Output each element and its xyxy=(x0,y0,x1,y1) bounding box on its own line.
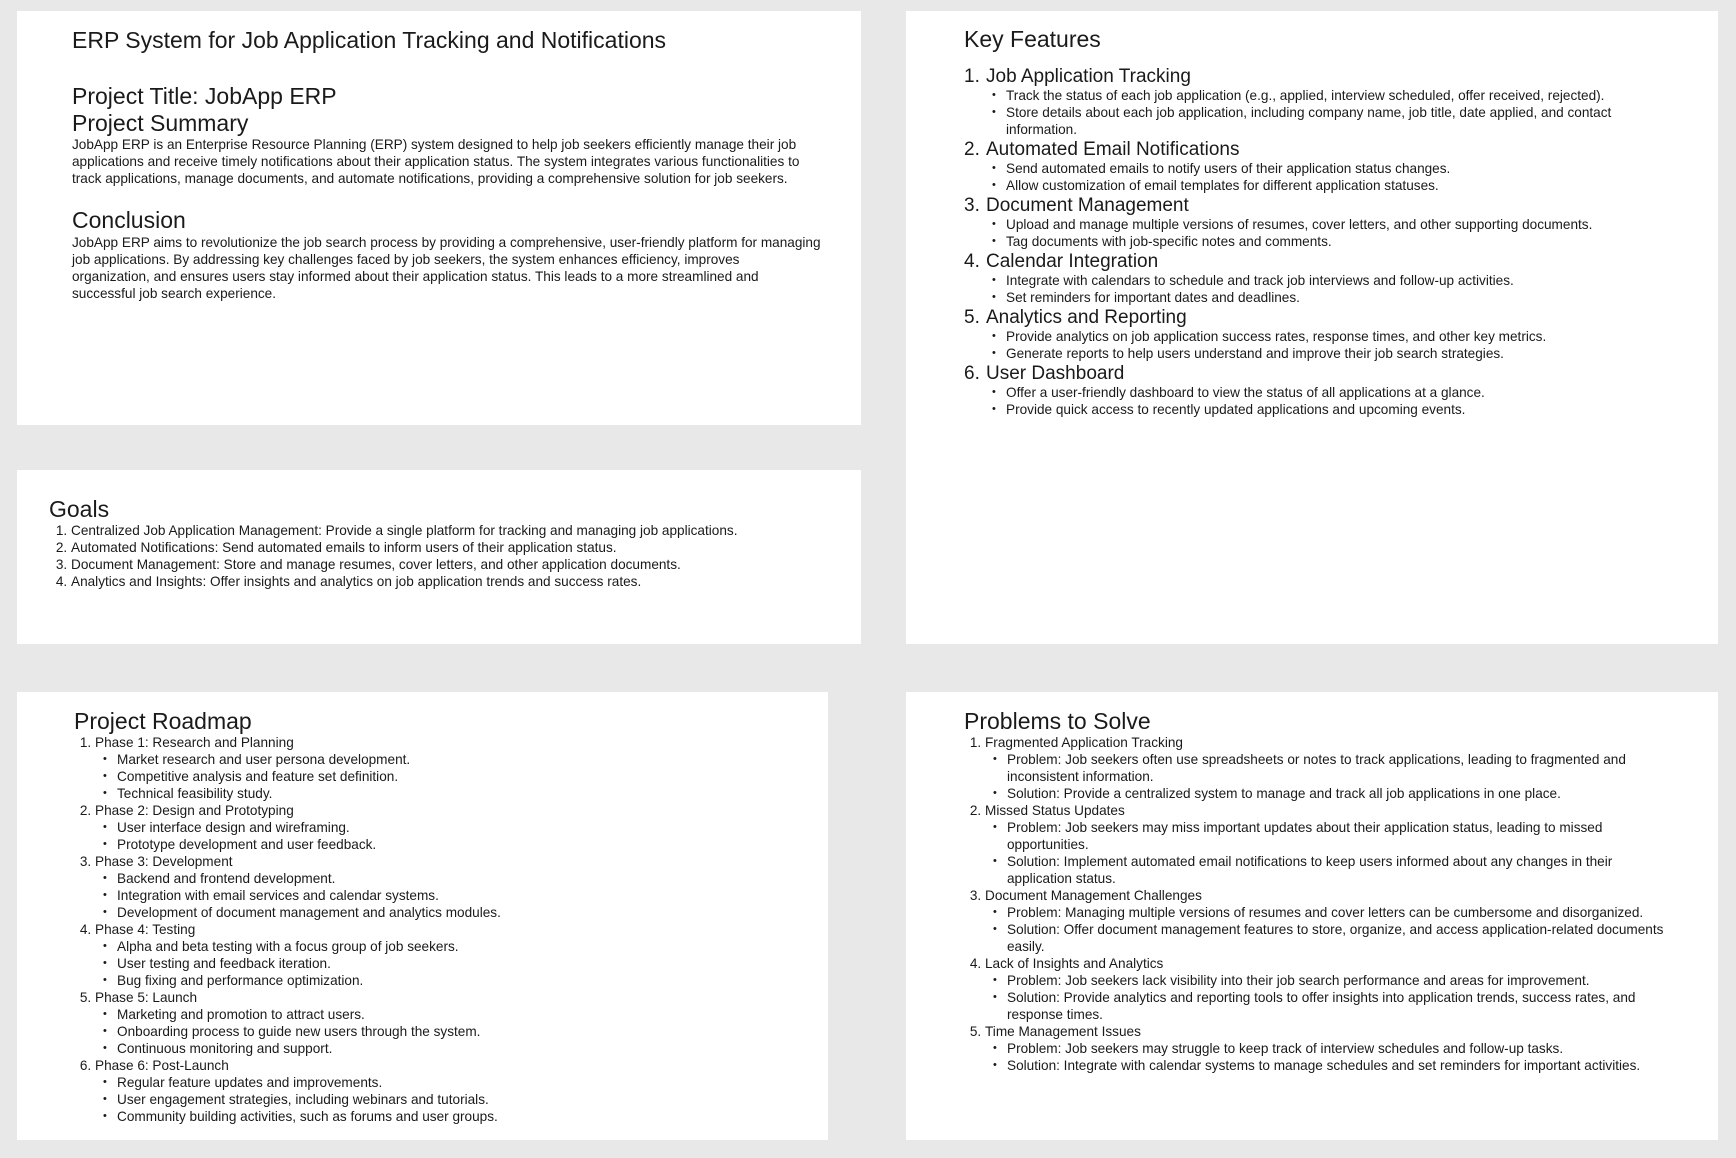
goal-item: 1. Centralized Job Application Management: Provide a single platform for tracking and managing job applications. xyxy=(71,522,821,539)
problems-heading: Problems to Solve xyxy=(964,708,1151,734)
feature-number: 4. xyxy=(964,251,980,273)
goal-item: 2. Automated Notifications: Send automated emails to inform users of their application status. xyxy=(71,539,821,556)
roadmap-phase xyxy=(95,1057,788,1125)
goals-heading: Goals xyxy=(49,496,110,522)
feature-item xyxy=(964,251,1678,306)
phase-bullet: • Prototype development and user feedback. xyxy=(117,836,788,853)
problem-bullet: • Problem: Job seekers may miss important updates about their application status, leading to missed opportunities. xyxy=(1007,819,1678,853)
phase-title: Phase 4: Testing xyxy=(95,922,196,938)
feature-bullet: • Upload and manage multiple versions of resumes, cover letters, and other supporting documents. xyxy=(1006,216,1678,233)
problem-title: Missed Status Updates xyxy=(985,803,1125,819)
solution-bullet: • Solution: Integrate with calendar systems to manage schedules and set reminders for important activities. xyxy=(1007,1057,1678,1074)
roadmap-phase xyxy=(95,921,788,989)
phase-bullet: • Bug fixing and performance optimization. xyxy=(117,972,788,989)
conclusion-heading: Conclusion xyxy=(72,207,186,234)
feature-number: 2. xyxy=(964,139,980,161)
feature-item xyxy=(964,195,1678,250)
feature-title: Calendar Integration xyxy=(986,251,1159,273)
features-list xyxy=(964,66,1678,418)
roadmap-phase xyxy=(95,734,788,802)
phase-bullet: • Development of document management and analytics modules. xyxy=(117,904,788,921)
problem-title: Lack of Insights and Analytics xyxy=(985,956,1164,972)
phase-title: Phase 6: Post-Launch xyxy=(95,1058,229,1074)
problem-item xyxy=(985,887,1678,955)
phase-bullet: • Competitive analysis and feature set definition. xyxy=(117,768,788,785)
solution-bullet: • Solution: Implement automated email notifications to keep users informed about any changes in their application status. xyxy=(1007,853,1678,887)
feature-number: 1. xyxy=(964,66,980,88)
phase-bullet: • Onboarding process to guide new users through the system. xyxy=(117,1023,788,1040)
phase-bullet: • User engagement strategies, including webinars and tutorials. xyxy=(117,1091,788,1108)
goals-card xyxy=(17,470,861,644)
feature-number: 6. xyxy=(964,363,980,385)
feature-bullet: • Store details about each job application, including company name, job title, date applied, and contact information. xyxy=(1006,104,1678,138)
phase-bullet: • User testing and feedback iteration. xyxy=(117,955,788,972)
feature-item xyxy=(964,307,1678,362)
roadmap-phase xyxy=(95,853,788,921)
phase-title: Phase 1: Research and Planning xyxy=(95,735,294,751)
summary-card xyxy=(17,11,861,425)
problem-item xyxy=(985,955,1678,1023)
feature-item xyxy=(964,139,1678,194)
roadmap-phase xyxy=(95,989,788,1057)
solution-bullet: • Solution: Provide analytics and reporting tools to offer insights into application trends, success rates, and response times. xyxy=(1007,989,1678,1023)
problem-bullet: • Problem: Managing multiple versions of resumes and cover letters can be cumbersome and disorganized. xyxy=(1007,904,1678,921)
roadmap-phase-list xyxy=(74,734,788,1125)
problems-to-solve-card xyxy=(906,692,1718,1140)
phase-bullet: • Technical feasibility study. xyxy=(117,785,788,802)
conclusion-text: JobApp ERP aims to revolutionize the job search process by providing a comprehensive, user-friendly platform for managing job applications. By addressing key challenges faced by job seekers, the system enhances efficiency, improves organization, and ensures users stay informed about their application status. This leads to a more streamlined and successful job search experience. xyxy=(72,234,821,301)
key-features-card xyxy=(906,11,1718,644)
document-title: ERP System for Job Application Tracking and Notifications xyxy=(72,27,667,53)
problem-title: Document Management Challenges xyxy=(985,888,1202,904)
problem-bullet: • Problem: Job seekers often use spreadsheets or notes to track applications, leading to fragmented and inconsistent information. xyxy=(1007,751,1678,785)
feature-bullet: • Allow customization of email templates for different application statuses. xyxy=(1006,177,1678,194)
feature-title: Document Management xyxy=(986,195,1189,217)
phase-bullet: • Integration with email services and calendar systems. xyxy=(117,887,788,904)
phase-title: Phase 3: Development xyxy=(95,854,233,870)
problem-title: Fragmented Application Tracking xyxy=(985,735,1183,751)
problem-item xyxy=(985,802,1678,887)
feature-bullet: • Offer a user-friendly dashboard to view the status of all applications at a glance. xyxy=(1006,384,1678,401)
feature-title: Automated Email Notifications xyxy=(986,139,1240,161)
solution-bullet: • Solution: Offer document management features to store, organize, and access application-related documents easily. xyxy=(1007,921,1678,955)
feature-number: 3. xyxy=(964,195,980,217)
phase-title: Phase 5: Launch xyxy=(95,990,198,1006)
feature-item xyxy=(964,363,1678,418)
problem-item xyxy=(985,734,1678,802)
problem-item xyxy=(985,1023,1678,1074)
phase-bullet: • Community building activities, such as forums and user groups. xyxy=(117,1108,788,1125)
goal-item: 4. Analytics and Insights: Offer insights and analytics on job application trends and success rates. xyxy=(71,573,821,590)
project-roadmap-heading: Project Roadmap xyxy=(74,708,252,734)
problems-list xyxy=(964,734,1678,1074)
goals-list xyxy=(49,522,821,590)
key-features-heading: Key Features xyxy=(964,26,1101,52)
feature-bullet: • Set reminders for important dates and deadlines. xyxy=(1006,289,1678,306)
phase-bullet: • Continuous monitoring and support. xyxy=(117,1040,788,1057)
phase-bullet: • Alpha and beta testing with a focus group of job seekers. xyxy=(117,938,788,955)
feature-title: Analytics and Reporting xyxy=(986,307,1187,329)
phase-bullet: • Market research and user persona development. xyxy=(117,751,788,768)
phase-bullet: • User interface design and wireframing. xyxy=(117,819,788,836)
feature-number: 5. xyxy=(964,307,980,329)
goal-item: 3. Document Management: Store and manage resumes, cover letters, and other application documents. xyxy=(71,556,821,573)
project-title: Project Title: JobApp ERP xyxy=(72,83,337,110)
feature-title: Job Application Tracking xyxy=(986,66,1191,88)
feature-bullet: • Provide quick access to recently updated applications and upcoming events. xyxy=(1006,401,1678,418)
feature-bullet: • Tag documents with job-specific notes and comments. xyxy=(1006,233,1678,250)
feature-bullet: • Generate reports to help users understand and improve their job search strategies. xyxy=(1006,345,1678,362)
feature-item xyxy=(964,66,1678,138)
problem-title: Time Management Issues xyxy=(985,1024,1141,1040)
problem-bullet: • Problem: Job seekers may struggle to keep track of interview schedules and follow-up tasks. xyxy=(1007,1040,1678,1057)
solution-bullet: • Solution: Provide a centralized system to manage and track all job applications in one place. xyxy=(1007,785,1678,802)
problem-bullet: • Problem: Job seekers lack visibility into their job search performance and areas for improvement. xyxy=(1007,972,1678,989)
project-summary-text: JobApp ERP is an Enterprise Resource Planning (ERP) system designed to help job seekers efficiently manage their job applications and receive timely notifications about their application status. The system integrates various functionalities to track applications, manage documents, and automate notifications, providing a comprehensive solution for job seekers. xyxy=(72,137,800,187)
feature-bullet: • Send automated emails to notify users of their application status changes. xyxy=(1006,160,1678,177)
phase-bullet: • Regular feature updates and improvements. xyxy=(117,1074,788,1091)
feature-bullet: • Provide analytics on job application success rates, response times, and other key metrics. xyxy=(1006,328,1678,345)
phase-title: Phase 2: Design and Prototyping xyxy=(95,803,294,819)
feature-bullet: • Track the status of each job application (e.g., applied, interview scheduled, offer received, rejected). xyxy=(1006,87,1678,104)
feature-bullet: • Integrate with calendars to schedule and track job interviews and follow-up activities. xyxy=(1006,272,1678,289)
phase-bullet: • Marketing and promotion to attract users. xyxy=(117,1006,788,1023)
project-summary-heading: Project Summary xyxy=(72,109,249,136)
project-roadmap-card xyxy=(17,692,828,1140)
roadmap-phase xyxy=(95,802,788,853)
phase-bullet: • Backend and frontend development. xyxy=(117,870,788,887)
feature-title: User Dashboard xyxy=(986,363,1125,385)
